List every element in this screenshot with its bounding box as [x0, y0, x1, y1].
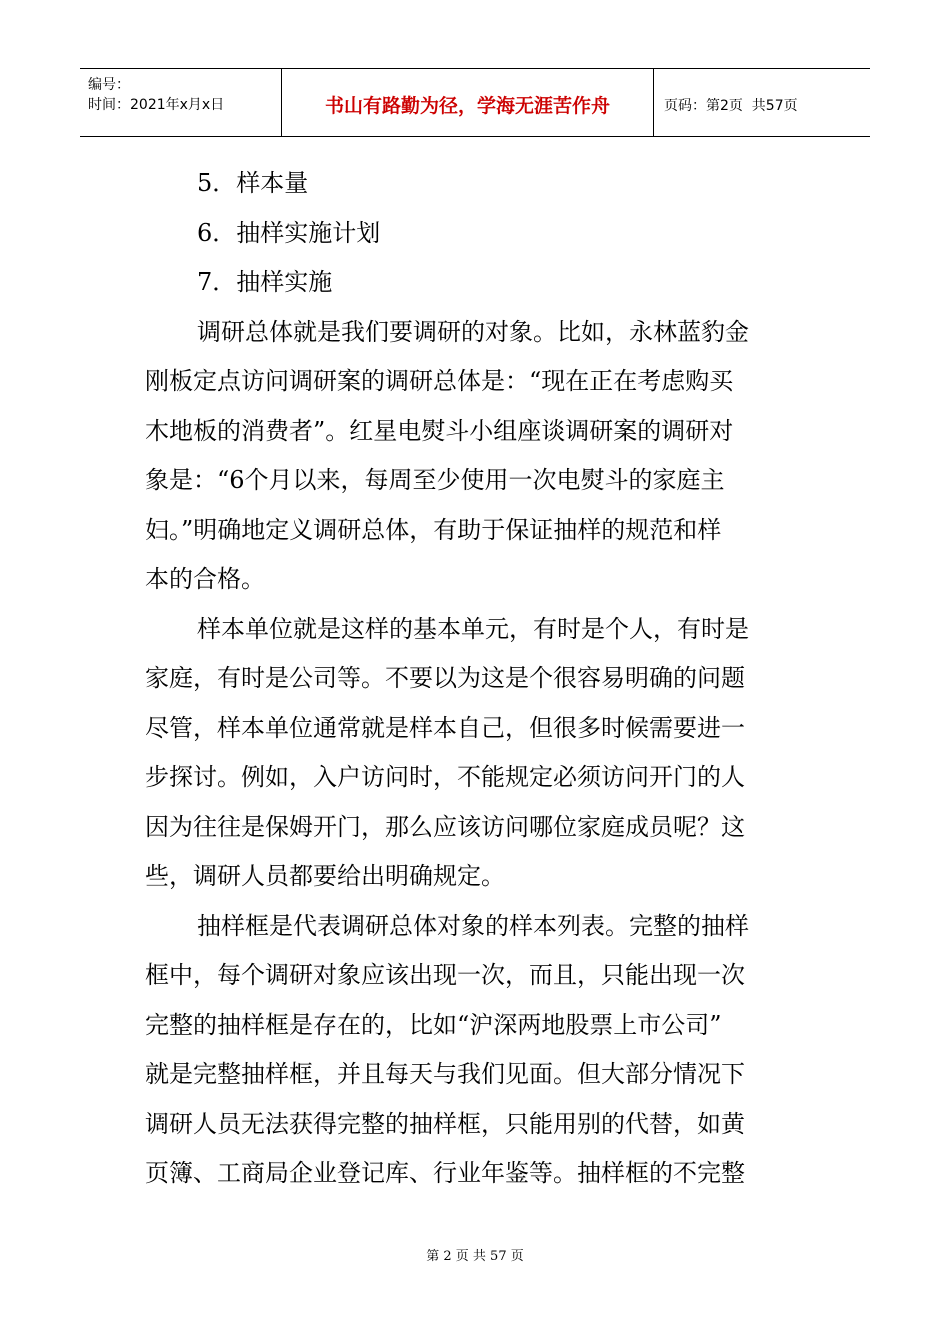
paragraph-line: 页簿、工商局企业登记库、行业年鉴等。抽样框的不完整	[145, 1159, 745, 1187]
paragraph-line: 象是：“6个月以来，每周至少使用一次电熨斗的家庭主	[145, 466, 725, 494]
paragraph-line: 木地板的消费者”。红星电熨斗小组座谈调研案的调研对	[145, 416, 734, 445]
header-meta	[80, 69, 282, 136]
page-header	[80, 68, 870, 137]
document-time-label: 时间：2021年x月x日	[88, 97, 225, 113]
page-footer	[0, 1245, 950, 1264]
document-body	[145, 163, 810, 1203]
paragraph-line: 尽管，样本单位通常就是样本自己，但很多时候需要进一	[145, 713, 745, 742]
paragraph-line: 因为往往是保姆开门，那么应该访问哪位家庭成员呢？这	[145, 812, 745, 841]
list-item: 7．抽样实施	[197, 268, 333, 296]
paragraph-line: 样本单位就是这样的基本单元，有时是个人，有时是	[197, 614, 749, 643]
paragraph-line: 框中，每个调研对象应该出现一次，而且，只能出现一次	[145, 961, 745, 989]
paragraph-line: 步探讨。例如，入户访问时，不能规定必须访问开门的人	[145, 763, 745, 791]
paragraph-line: 些，调研人员都要给出明确规定。	[145, 862, 505, 890]
paragraph-line: 本的合格。	[145, 565, 265, 593]
document-number-label: 编号：	[88, 77, 130, 93]
paragraph-line: 完整的抽样框是存在的，比如“沪深两地股票上市公司”	[145, 1010, 722, 1039]
paragraph-line: 就是完整抽样框，并且每天与我们见面。但大部分情况下	[145, 1060, 745, 1088]
list-item: 6．抽样实施计划	[197, 218, 381, 247]
paragraph-population	[145, 312, 810, 609]
paragraph-line: 刚板定点访问调研案的调研总体是：“现在正在考虑购买	[145, 367, 734, 395]
paragraph-line: 抽样框是代表调研总体对象的样本列表。完整的抽样	[197, 911, 749, 940]
paragraph-line: 妇。”明确地定义调研总体，有助于保证抽样的规范和样	[145, 515, 722, 544]
footer-page-number: 第 2 页 共 57 页	[426, 1249, 524, 1264]
paragraph-line: 家庭，有时是公司等。不要以为这是个很容易明确的问题	[145, 664, 745, 692]
header-motto: 书山有路勤为径，学海无涯苦作舟	[324, 95, 610, 117]
header-page-number: 页码：第2页 共57页	[664, 97, 798, 114]
paragraph-line: 调研人员无法获得完整的抽样框，只能用别的代替，如黄	[145, 1109, 745, 1138]
header-page-cell	[654, 71, 870, 138]
paragraph-sample-unit	[145, 609, 810, 906]
header-motto-cell	[282, 69, 654, 136]
paragraph-sampling-frame	[145, 906, 810, 1203]
list-item: 5．样本量	[197, 169, 309, 197]
paragraph-line: 调研总体就是我们要调研的对象。比如，永林蓝豹金	[197, 317, 749, 346]
